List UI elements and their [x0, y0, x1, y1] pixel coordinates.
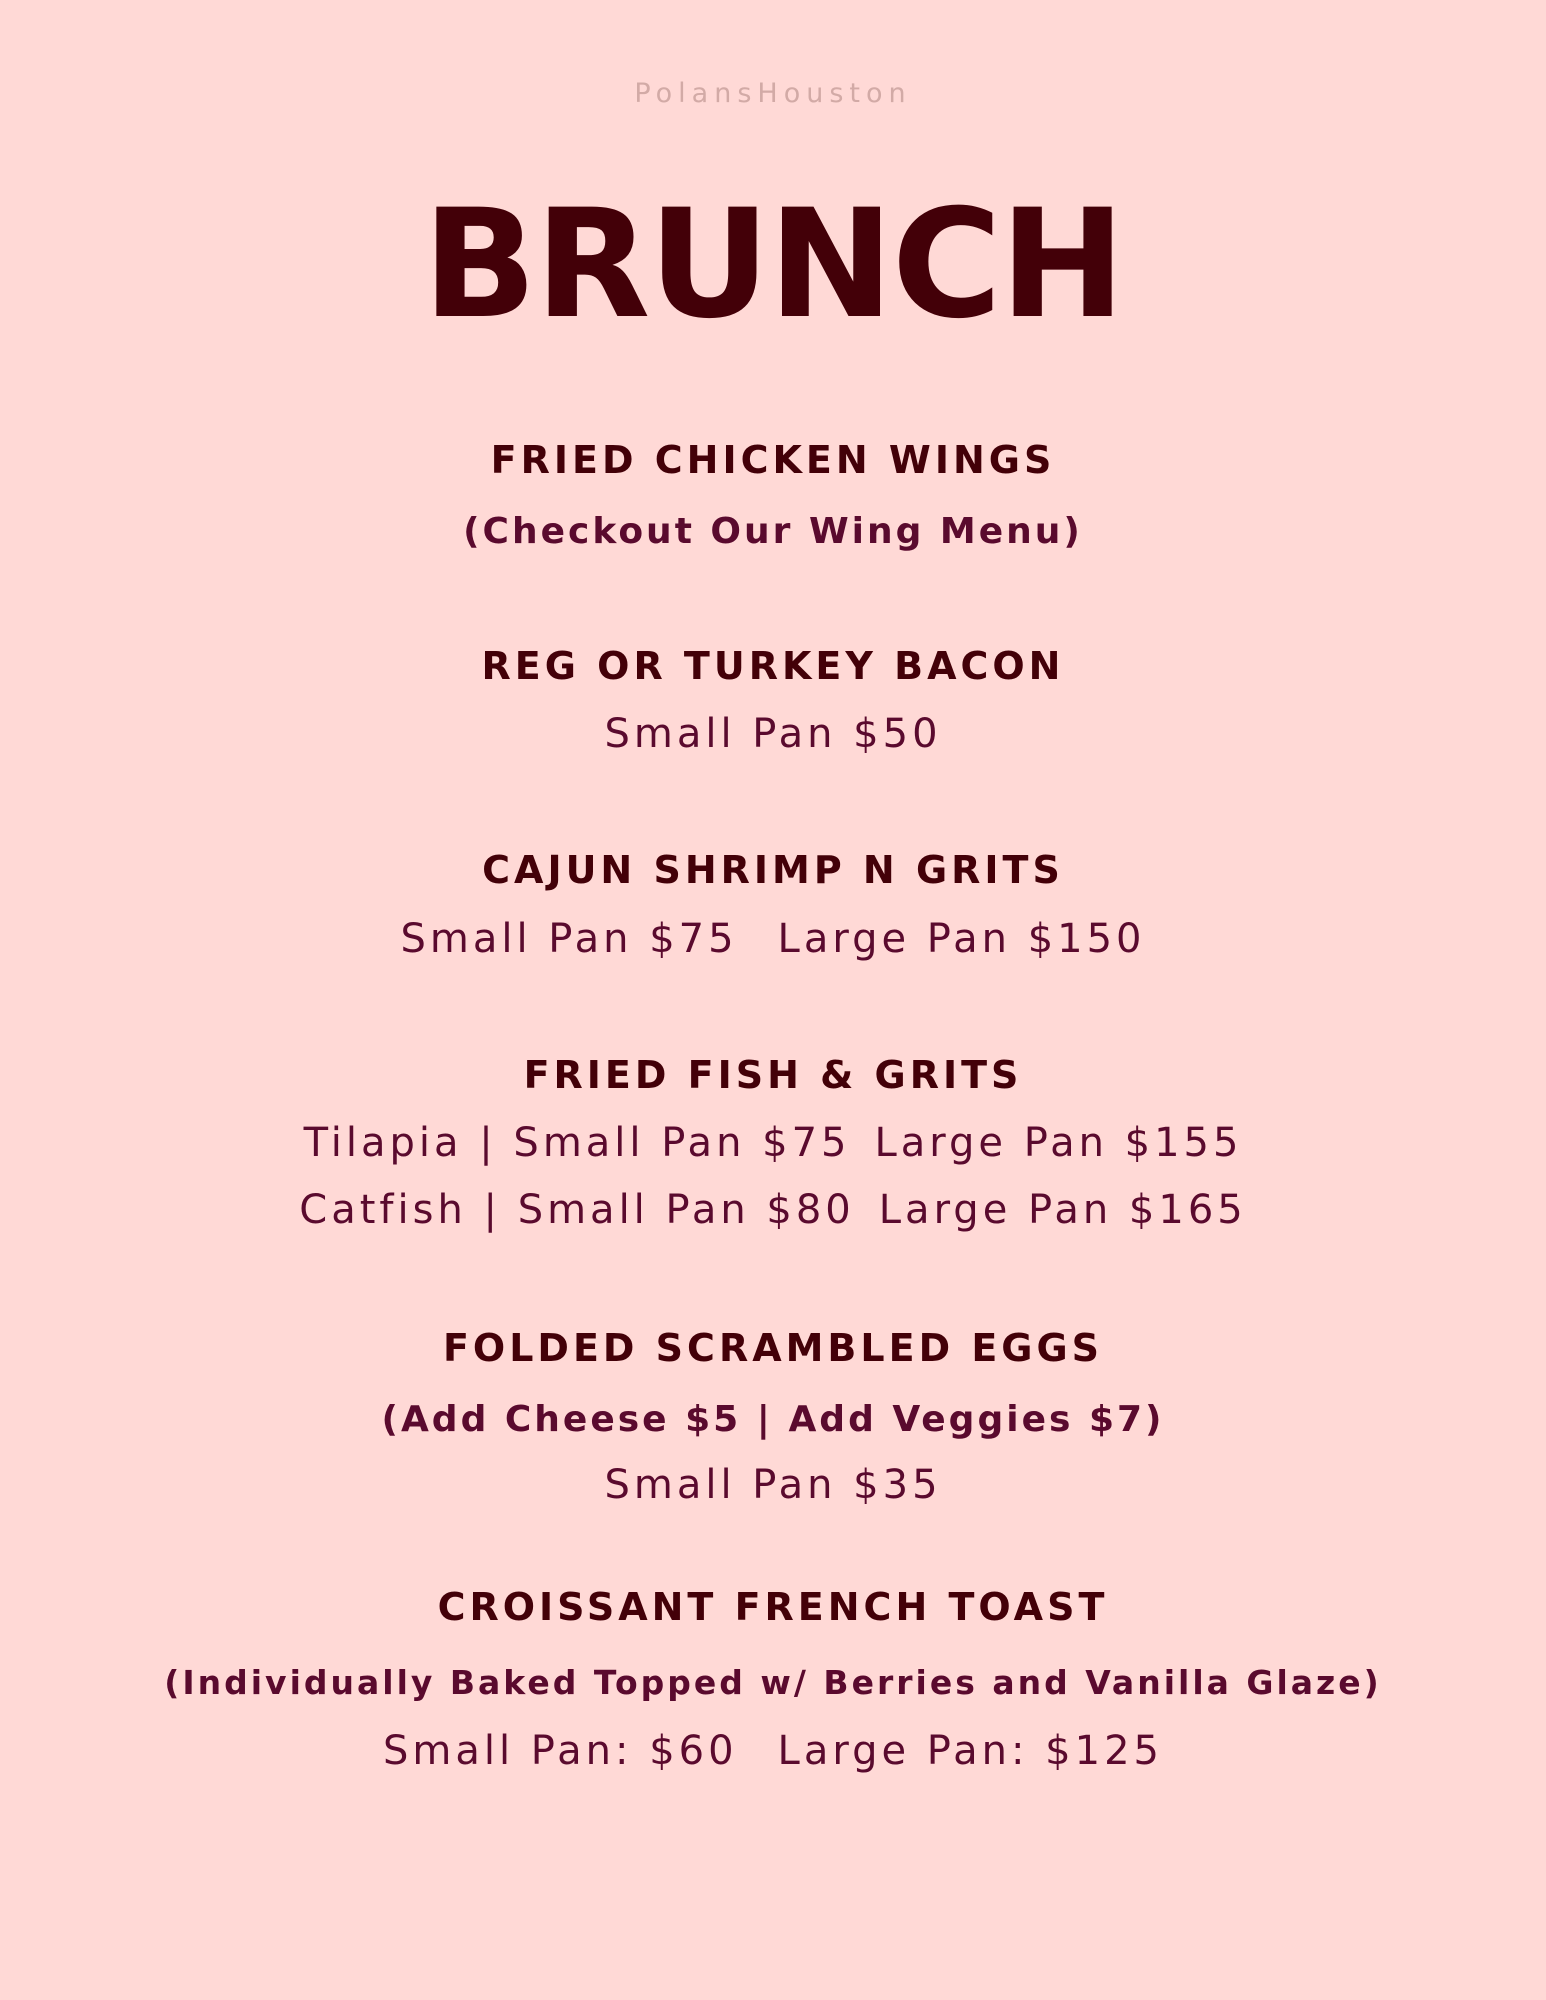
- item-french-toast-name: CROISSANT FRENCH TOAST: [437, 1585, 1109, 1629]
- item-fish-grits-catfish-small: Catfish | Small Pan $80: [299, 1187, 855, 1233]
- item-fried-chicken-wings-name: FRIED CHICKEN WINGS: [490, 438, 1056, 482]
- item-french-toast-prices: [0, 1726, 1546, 1776]
- item-fish-grits-catfish-row: [0, 1185, 1546, 1235]
- item-fish-grits-tilapia-small: Tilapia | Small Pan $75: [303, 1120, 851, 1166]
- item-french-toast-note: (Individually Baked Topped w/ Berries and Vanilla Glaze): [164, 1663, 1382, 1702]
- item-shrimp-grits-prices: [0, 914, 1546, 964]
- item-shrimp-grits-small-price: Small Pan $75: [400, 916, 738, 962]
- item-fried-chicken-wings-note: (Checkout Our Wing Menu): [463, 511, 1083, 552]
- item-scrambled-eggs-name: FOLDED SCRAMBLED EGGS: [442, 1326, 1104, 1370]
- item-french-toast-large-price: Large Pan: $125: [777, 1728, 1163, 1774]
- item-scrambled-eggs-note: (Add Cheese $5 | Add Veggies $7): [381, 1399, 1165, 1440]
- item-bacon-name: REG OR TURKEY BACON: [481, 644, 1065, 688]
- brand-name: PolansHouston: [634, 78, 912, 109]
- item-fish-grits-tilapia-large: Large Pan $155: [874, 1120, 1243, 1166]
- item-fish-grits-tilapia-row: [0, 1118, 1546, 1168]
- item-bacon-price: Small Pan $50: [604, 711, 942, 757]
- menu-title: BRUNCH: [422, 178, 1124, 352]
- item-fish-grits-catfish-large: Large Pan $165: [878, 1187, 1247, 1233]
- item-shrimp-grits-name: CAJUN SHRIMP N GRITS: [482, 848, 1064, 892]
- item-scrambled-eggs-price: Small Pan $35: [604, 1462, 942, 1508]
- item-french-toast-small-price: Small Pan: $60: [383, 1728, 738, 1774]
- item-fish-grits-name: FRIED FISH & GRITS: [523, 1053, 1023, 1097]
- item-shrimp-grits-large-price: Large Pan $150: [777, 916, 1146, 962]
